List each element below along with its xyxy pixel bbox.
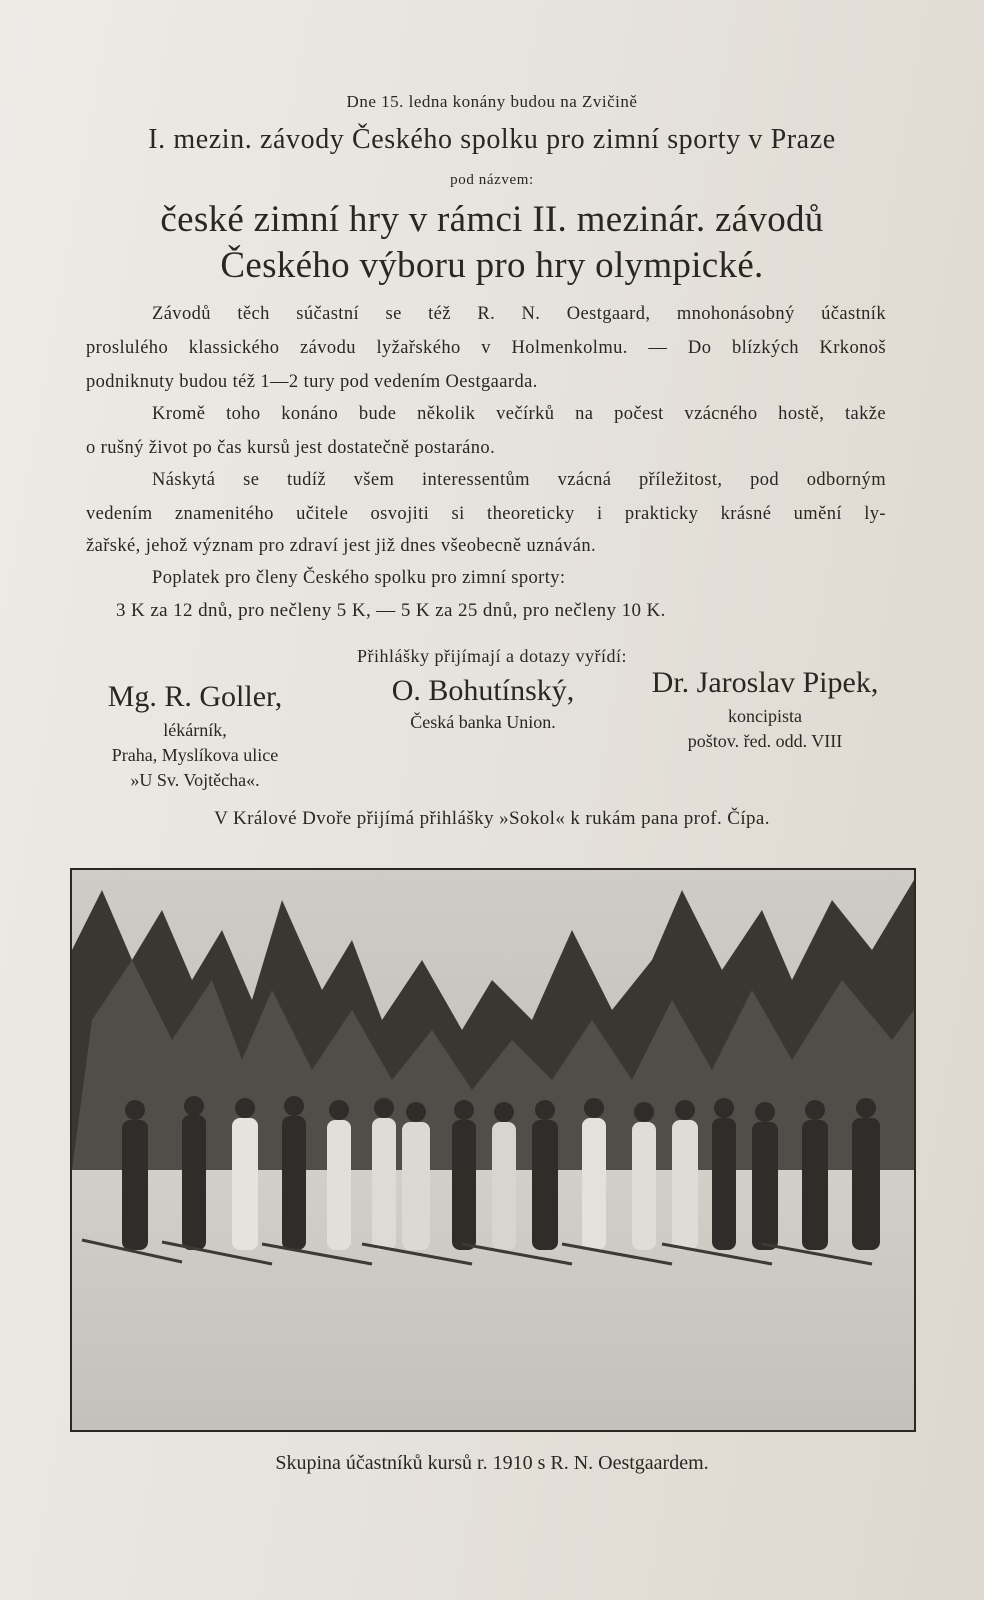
sokol-note: V Králové Dvoře přijímá přihlášky »Sokol« k rukám pana prof. Čípa. (214, 808, 770, 829)
main-title-line-2: Českého výboru pro hry olympické. (220, 245, 764, 286)
body-line: proslulého klassického závodu lyžařského v Holmenkolmu. — Do blízkých Krkonoš (86, 338, 886, 358)
body-line: žařské, jehož význam pro zdraví jest již dnes všeobecně uznáván. (86, 536, 596, 556)
fee-line: 3 K za 12 dnů, pro nečleny 5 K, — 5 K za 25 dnů, pro nečleny 10 K. (116, 600, 666, 621)
contact-name: Dr. Jaroslav Pipek, (651, 666, 879, 699)
applications-heading: Přihlášky přijímají a dotazy vyřídí: (357, 646, 627, 666)
body-line: Závodů těch súčastní se též R. N. Oestgaard, mnohonásobný účastník (152, 304, 886, 324)
contact-line: poštov. řed. odd. VIII (687, 731, 843, 751)
body-line: vedením znamenitého učitele osvojiti si theoreticky i prakticky krásné umění ly- (86, 504, 886, 524)
group-photo (70, 868, 916, 1432)
contact-bohutinsky (370, 674, 596, 733)
event-heading: I. mezin. závody Českého spolku pro zimní sporty v Praze (148, 124, 836, 155)
body-line: Náskytá se tudíž všem interessentům vzácná příležitost, pod odborným (152, 470, 886, 490)
body-line: podniknuty budou též 1—2 tury pod vedením Oestgaarda. (86, 372, 538, 392)
contact-line: Česká banka Union. (410, 712, 556, 732)
contact-name: O. Bohutínský, (391, 674, 575, 707)
contact-line: koncipista (728, 706, 802, 726)
main-title-line-1: české zimní hry v rámci II. mezinár. závodů (160, 199, 824, 240)
contact-pipek (640, 666, 890, 752)
intro-line: Dne 15. ledna konány budou na Zvičině (346, 92, 638, 111)
contact-line: lékárník, (163, 720, 227, 740)
fee-heading: Poplatek pro členy Českého spolku pro zimní sporty: (152, 568, 566, 588)
body-line: o rušný život po čas kursů jest dostatečně postaráno. (86, 438, 496, 458)
group-photo-image (72, 870, 914, 1430)
contact-line: »U Sv. Vojtěcha«. (130, 770, 260, 790)
body-line: Kromě toho konáno bude několik večírků na počest vzácného hostě, takže (152, 404, 886, 424)
photo-caption: Skupina účastníků kursů r. 1910 s R. N. Oestgaardem. (275, 1452, 709, 1474)
contact-goller (80, 680, 310, 791)
subtitle-line: pod názvem: (450, 172, 534, 188)
contact-name: Mg. R. Goller, (107, 680, 283, 713)
contact-line: Praha, Myslíkova ulice (111, 745, 279, 765)
